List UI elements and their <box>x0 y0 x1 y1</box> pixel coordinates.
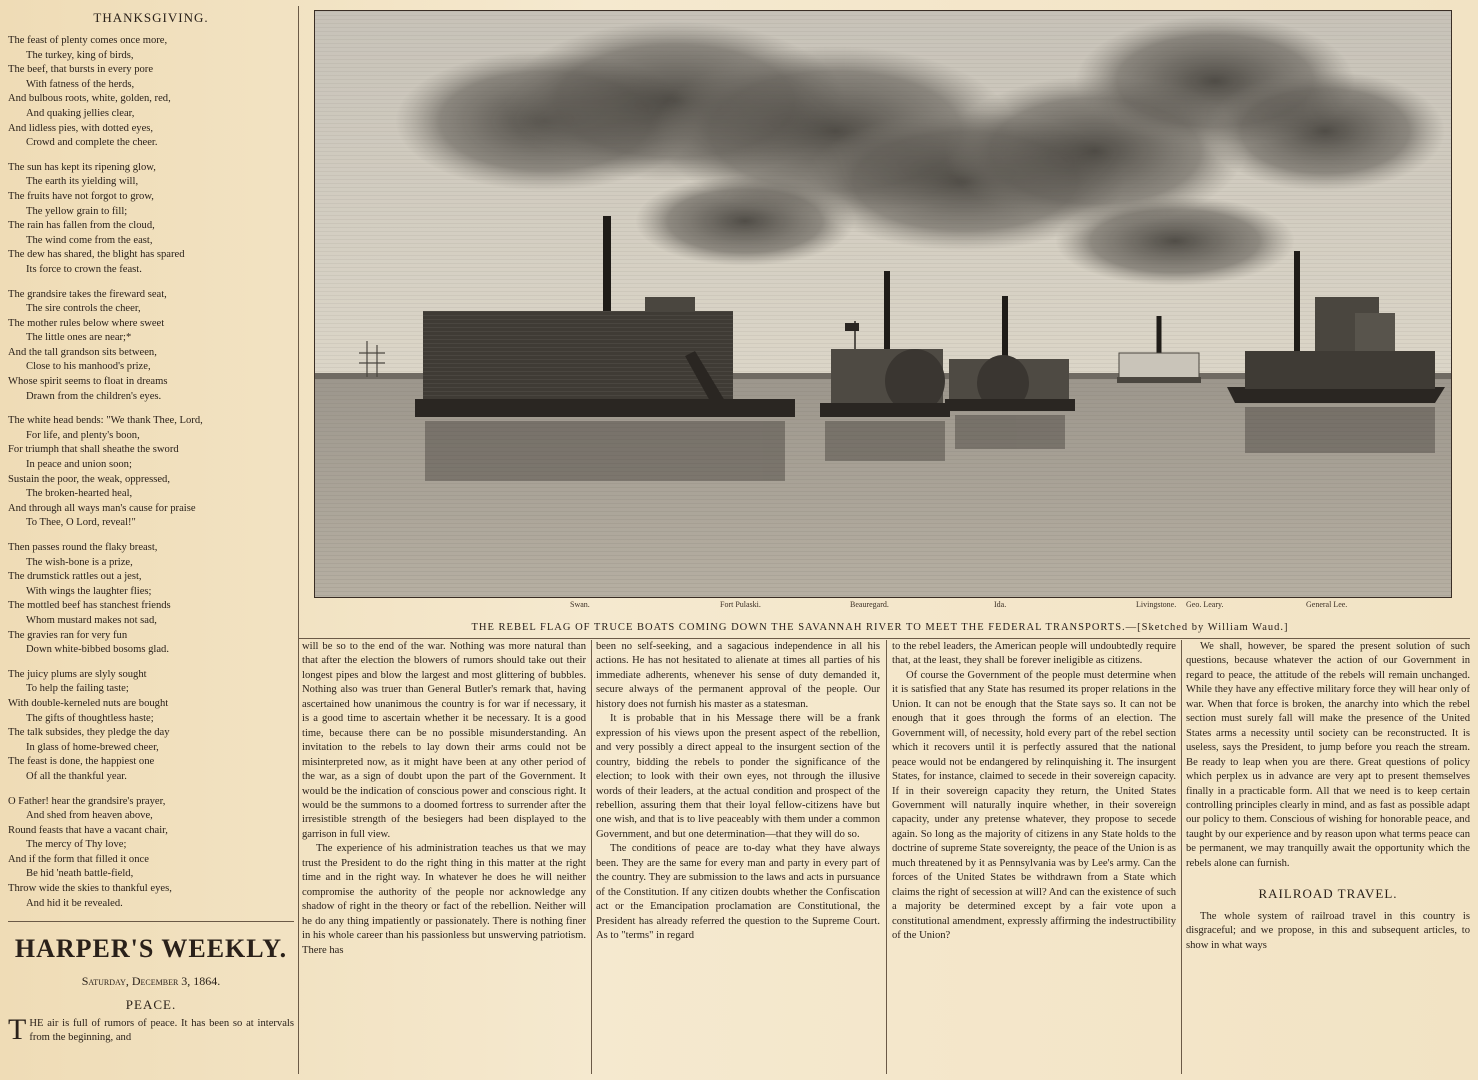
boat-label: Ida. <box>994 600 1007 609</box>
poem-stanza <box>8 541 294 658</box>
poem-line: In peace and union soon; <box>26 459 132 471</box>
poem-line: Round feasts that have a vacant chair, <box>8 824 168 836</box>
river-scene-svg <box>315 11 1451 597</box>
poem-line: And hid it be revealed. <box>26 897 123 909</box>
article-column-1 <box>302 640 586 1074</box>
poem-line: The little ones are near;* <box>26 332 132 344</box>
poem-line: The talk subsides, they pledge the day <box>8 727 170 739</box>
poem-stanza <box>8 34 294 151</box>
poem-line: The earth its yielding will, <box>26 176 139 188</box>
article-paragraph: will be so to the end of the war. Nothing was more natural than that after the election the blowers of rumors should take out their longest pipes and blow the largest and most glittering of bubbles. Nothing also was truer than General Butler's remark that, having ascertained how unanimous the country is for war if necessary, it is a good time to ascertain whether it be necessary. It is a good time, because there can be no possible misunderstanding. An invitation to the rebels to lay down their arms could not be misinterpreted now, as it might have been at any other period of the war, as a sign of doubt upon the part of the Government. It would be the indication of conscious power and conscious right. It would be the summons to a doomed fortress to surrender after the irresistible strength of the besiegers had been displayed to the garrison in full view. <box>302 641 586 840</box>
boat-label: Swan. <box>570 600 590 609</box>
poem-line: O Father! hear the grandsire's prayer, <box>8 795 166 807</box>
boat-labels <box>314 600 1450 612</box>
poem-line: The white head bends: "We thank Thee, Lord, <box>8 415 203 427</box>
poem-stanzas <box>8 34 294 911</box>
article-column-3 <box>892 640 1176 1074</box>
engraving-illustration <box>314 10 1452 598</box>
poem-line: Sustain the poor, the weak, oppressed, <box>8 473 170 485</box>
poem-line: Of all the thankful year. <box>26 770 127 782</box>
poem-line: With fatness of the herds, <box>26 78 135 90</box>
poem-stanza <box>8 414 294 531</box>
poem-line: And bulbous roots, white, golden, red, <box>8 93 171 105</box>
article-paragraph: The conditions of peace are to-day what they have always been. They are the same for every man and party in every part of the country. They are submission to the laws and acts in pursuance of the Constitution. If any citizen doubts whether the Confiscation act or the Emancipation proclamation are Constitutional, the President has already referred the question to the Supreme Court. As to "terms" in regard <box>596 843 880 942</box>
poem-line: The sire controls the cheer, <box>26 303 141 315</box>
poem-line: The mother rules below where sweet <box>8 317 165 329</box>
poem-line: Whom mustard makes not sad, <box>26 614 157 626</box>
poem-line: The dew has shared, the blight has spared <box>8 249 185 261</box>
poem-line: And through all ways man's cause for praise <box>8 502 196 514</box>
poem-line: To Thee, O Lord, reveal!" <box>26 517 136 529</box>
poem-stanza <box>8 161 294 278</box>
article-paragraph: We shall, however, be spared the present solution of such questions, because whatever the action of our Government in regard to peace, the attitude of the rebels will remain unchanged. While they have any effective military force they will hear only of war. When that force is broken, the anarchy into which the rebel section must surely fall will make the presence of the United States arms a necessity until society can be reconstructed. It is useless, says the President, to jump before you reach the stream. Be ready to leap when you are there. Great questions of policy which perplex us in advance are very apt to present themselves finally in a practicable form. All that we need is to keep certain controlling principles clearly in mind, and as fast as possible adapt our policy to them. Conscious of wishing for honorable peace, and taught by our experience and by reason upon what terms peace can be permanent, we may tranquilly await the opportunity which the rebels alone can furnish. <box>1186 641 1470 869</box>
illustration-caption: THE REBEL FLAG OF TRUCE BOATS COMING DOWN THE SAVANNAH RIVER TO MEET THE FEDERAL TRANSPORTS.—[Sketched by William Waud.] <box>471 622 1289 633</box>
poem-line: The feast is done, the happiest one <box>8 756 155 768</box>
poem-line: The mercy of Thy love; <box>26 839 127 851</box>
poem-line: The gravies ran for very fun <box>8 629 128 641</box>
boat-label: Geo. Leary. <box>1186 600 1224 609</box>
poem-line: Throw wide the skies to thankful eyes, <box>8 883 172 895</box>
article-column-2 <box>596 640 880 1074</box>
poem-line: The turkey, king of birds, <box>26 49 134 61</box>
poem-line: With double-kerneled nuts are bought <box>8 697 169 709</box>
poem-line: Close to his manhood's prize, <box>26 361 151 373</box>
poem-line: For triumph that shall sheathe the sword <box>8 444 179 456</box>
poem-line: The broken-hearted heal, <box>26 488 133 500</box>
poem-line: For life, and plenty's boon, <box>26 429 140 441</box>
column-divider <box>591 640 592 1074</box>
boat-label: General Lee. <box>1306 600 1348 609</box>
poem-line: The rain has fallen from the cloud, <box>8 220 155 232</box>
masthead: HARPER'S WEEKLY. <box>14 934 288 964</box>
poem-line: Whose spirit seems to float in dreams <box>8 376 168 388</box>
poem-line: Down white-bibbed bosoms glad. <box>26 644 170 656</box>
peace-title: PEACE. <box>125 997 177 1013</box>
poem-line: The wind come from the east, <box>26 234 153 246</box>
article-paragraph: It is probable that in his Message there will be a frank expression of his views upon the present aspect of the rebellion, and very possibly a direct appeal to the insurgent section of the country, bidding the rebels to ponder the significance of the election; to look with their own eyes, not through the illusive words of their leaders, at the actual condition and prospect of the rebellion, assuring them that their loyal fellow-citizens have but one wish, and that is to live peaceably with them under a common Government, and but one determination—that they will do so. <box>596 713 880 840</box>
poem-line: The fruits have not forgot to grow, <box>8 190 154 202</box>
column-divider <box>886 640 887 1074</box>
poem-line: The juicy plums are slyly sought <box>8 668 147 680</box>
article-column-4 <box>1186 640 1470 1074</box>
dateline: Saturday, December 3, 1864. <box>81 974 221 989</box>
poem-line: Its force to crown the feast. <box>26 263 142 275</box>
column-divider <box>1181 640 1182 1074</box>
boat-label: Livingstone. <box>1136 600 1177 609</box>
divider <box>8 921 294 922</box>
poem-line: And lidless pies, with dotted eyes, <box>8 122 154 134</box>
poem-line: The mottled beef has stanchest friends <box>8 600 171 612</box>
railroad-travel-lead: The whole system of railroad travel in this country is disgraceful; and we propose, in this and subsequent articles, to show in what ways <box>1186 910 1470 951</box>
poem-line: In glass of home-brewed cheer, <box>26 741 159 753</box>
article-paragraphs <box>1186 640 1470 871</box>
poem-line: And if the form that filled it once <box>8 853 149 865</box>
poem-line: And the tall grandson sits between, <box>8 346 157 358</box>
peace-lead <box>8 1013 294 1047</box>
article-paragraph: The experience of his administration teaches us that we may trust the President to do the right thing in this matter at the right time and in the right way. In whatever he does he will neither compromise the authority of the people nor acknowledge any shadow of right in the theory or fact of the rebellion. Neither will he do any thing impatiently or passionately. There is nothing finer in his whole career than his passionless but unswerving patriotism. There has <box>302 843 586 956</box>
poem-line: With wings the laughter flies; <box>26 585 152 597</box>
poem-line: The beef, that bursts in every pore <box>8 64 154 76</box>
poem-stanza <box>8 795 294 912</box>
poem-line: Drawn from the children's eyes. <box>26 390 162 402</box>
poem-title: THANKSGIVING. <box>93 10 209 25</box>
poem-line: The wish-bone is a prize, <box>26 556 133 568</box>
article-paragraph: Of course the Government of the people must determine when it is satisfied that any State has resumed its proper relations in the Union. It can not be enough that the State says so. It can not be enough that it goes through the forms of an election. The Government will, of necessity, hold every part of the rebel section which it recovers until it is perfectly assured that the national peace would not be endangered by relinquishing it. The insurgent States, for instance, claimed to secede in their sovereign capacity. If in their sovereign capacity they return, the United States Government will naturally inquire whether, in their sovereign capacity, under any pretense whatever, they propose to secede again. So long as the majority of citizens in any State holds to the doctrine of supreme State sovereignty, the peace of the Union is as much threatened by it as Pennsylvania was by Lee's army. Can the forces of the United States be withdrawn from a State which claims the right of secession at will? And can the existence of such a majority be determined except by a fair vote upon a constitutional amendment, expressly affirming the indestructibility of the Union? <box>892 669 1176 942</box>
poem-line: The drumstick rattles out a jest, <box>8 571 142 583</box>
poem-line: The feast of plenty comes once more, <box>8 35 168 46</box>
poem-line: Then passes round the flaky breast, <box>8 542 158 553</box>
article-paragraph: been no self-seeking, and a sagacious independence in all his actions. He has not hesitated to alienate at times all parties of his immediate adherents, whenever his sense of duty demanded it, secure always of the permanent approval of the people. Our history does not furnish his master as a statesman. <box>596 641 880 710</box>
poem-line: And quaking jellies clear, <box>26 107 135 119</box>
poem-line: The yellow grain to fill; <box>26 205 128 217</box>
article-paragraph: to the rebel leaders, the American people will undoubtedly require that, at the least, they shall be forever ineligible as citizens. <box>892 641 1176 667</box>
poem-stanza <box>8 288 294 405</box>
poem-line: The grandsire takes the fireward seat, <box>8 288 167 300</box>
poem-line: To help the failing taste; <box>26 683 129 695</box>
divider <box>298 638 1470 639</box>
poem-line: The sun has kept its ripening glow, <box>8 161 156 173</box>
poem-line: The gifts of thoughtless haste; <box>26 712 154 724</box>
boat-label: Fort Pulaski. <box>720 600 761 609</box>
boat-label: Beauregard. <box>850 600 889 609</box>
poem-column <box>8 6 294 1076</box>
poem-line: Crowd and complete the cheer. <box>26 137 158 149</box>
peace-lead-text: HE air is full of rumors of peace. It has been so at intervals from the beginning, and <box>29 1018 294 1044</box>
drop-cap: T <box>8 1013 27 1047</box>
railroad-travel-title: RAILROAD TRAVEL. <box>1258 886 1398 902</box>
column-divider <box>298 6 299 1074</box>
poem-stanza <box>8 668 294 785</box>
poem-line: Be hid 'neath battle-field, <box>26 868 134 880</box>
poem-line: And shed from heaven above, <box>26 810 153 822</box>
